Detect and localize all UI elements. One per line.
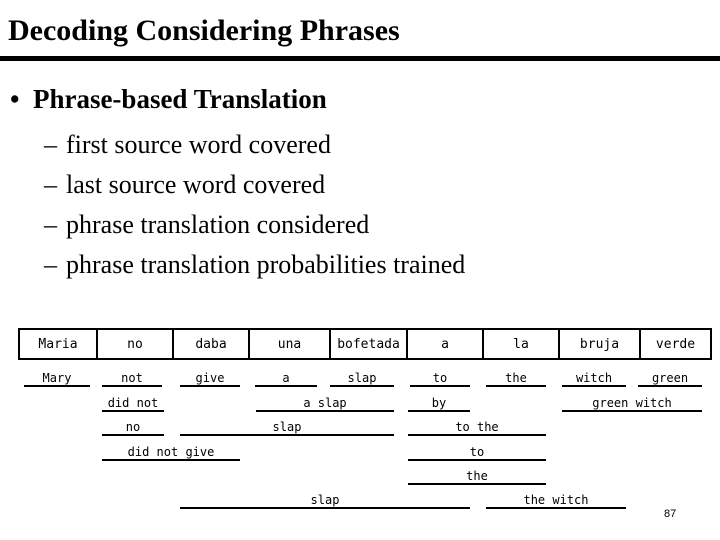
- source-word: bofetada: [330, 329, 407, 359]
- sub-item-1: [44, 130, 331, 160]
- sub-item-4: [44, 250, 465, 280]
- sub-item-text: last source word covered: [66, 170, 326, 199]
- translation-option: green: [638, 371, 702, 387]
- translation-option: to: [408, 445, 546, 461]
- dash-glyph: –: [44, 250, 57, 279]
- translation-option: green witch: [562, 396, 702, 412]
- title-rule: [0, 56, 720, 61]
- sub-item-3: [44, 210, 369, 240]
- source-word: la: [483, 329, 559, 359]
- dash-glyph: –: [44, 130, 57, 159]
- source-word: daba: [173, 329, 249, 359]
- slide-title: Decoding Considering Phrases: [8, 14, 400, 47]
- translation-option: not: [102, 371, 162, 387]
- translation-option: to the: [408, 420, 546, 436]
- source-sentence-table: [18, 328, 712, 360]
- sub-item-text: first source word covered: [66, 130, 331, 159]
- dash-glyph: –: [44, 170, 57, 199]
- sub-item-text: phrase translation considered: [66, 210, 370, 239]
- source-word: verde: [640, 329, 711, 359]
- translation-option: the: [408, 469, 546, 485]
- translation-option: give: [180, 371, 240, 387]
- translation-option: by: [408, 396, 470, 412]
- translation-option: a slap: [256, 396, 394, 412]
- sub-item-2: [44, 170, 325, 200]
- bullet-text: Phrase-based Translation: [32, 84, 327, 114]
- translation-option: slap: [180, 493, 470, 509]
- translation-option: the witch: [486, 493, 626, 509]
- source-word: una: [249, 329, 330, 359]
- translation-option: Mary: [24, 371, 90, 387]
- translation-option: slap: [330, 371, 394, 387]
- translation-option: to: [410, 371, 470, 387]
- bullet-item: • Phrase-based Translation: [10, 84, 327, 114]
- translation-option: did not give: [102, 445, 240, 461]
- source-word: no: [97, 329, 173, 359]
- translation-option: no: [102, 420, 164, 436]
- translation-option: the: [486, 371, 546, 387]
- sub-item-text: phrase translation probabilities trained: [66, 250, 466, 279]
- page-number: 87: [664, 508, 677, 520]
- translation-option: witch: [562, 371, 626, 387]
- source-word: bruja: [559, 329, 640, 359]
- source-word: a: [407, 329, 483, 359]
- source-word: Maria: [19, 329, 97, 359]
- dash-glyph: –: [44, 210, 57, 239]
- translation-option: slap: [180, 420, 394, 436]
- translation-option: a: [255, 371, 317, 387]
- translation-option: did not: [102, 396, 164, 412]
